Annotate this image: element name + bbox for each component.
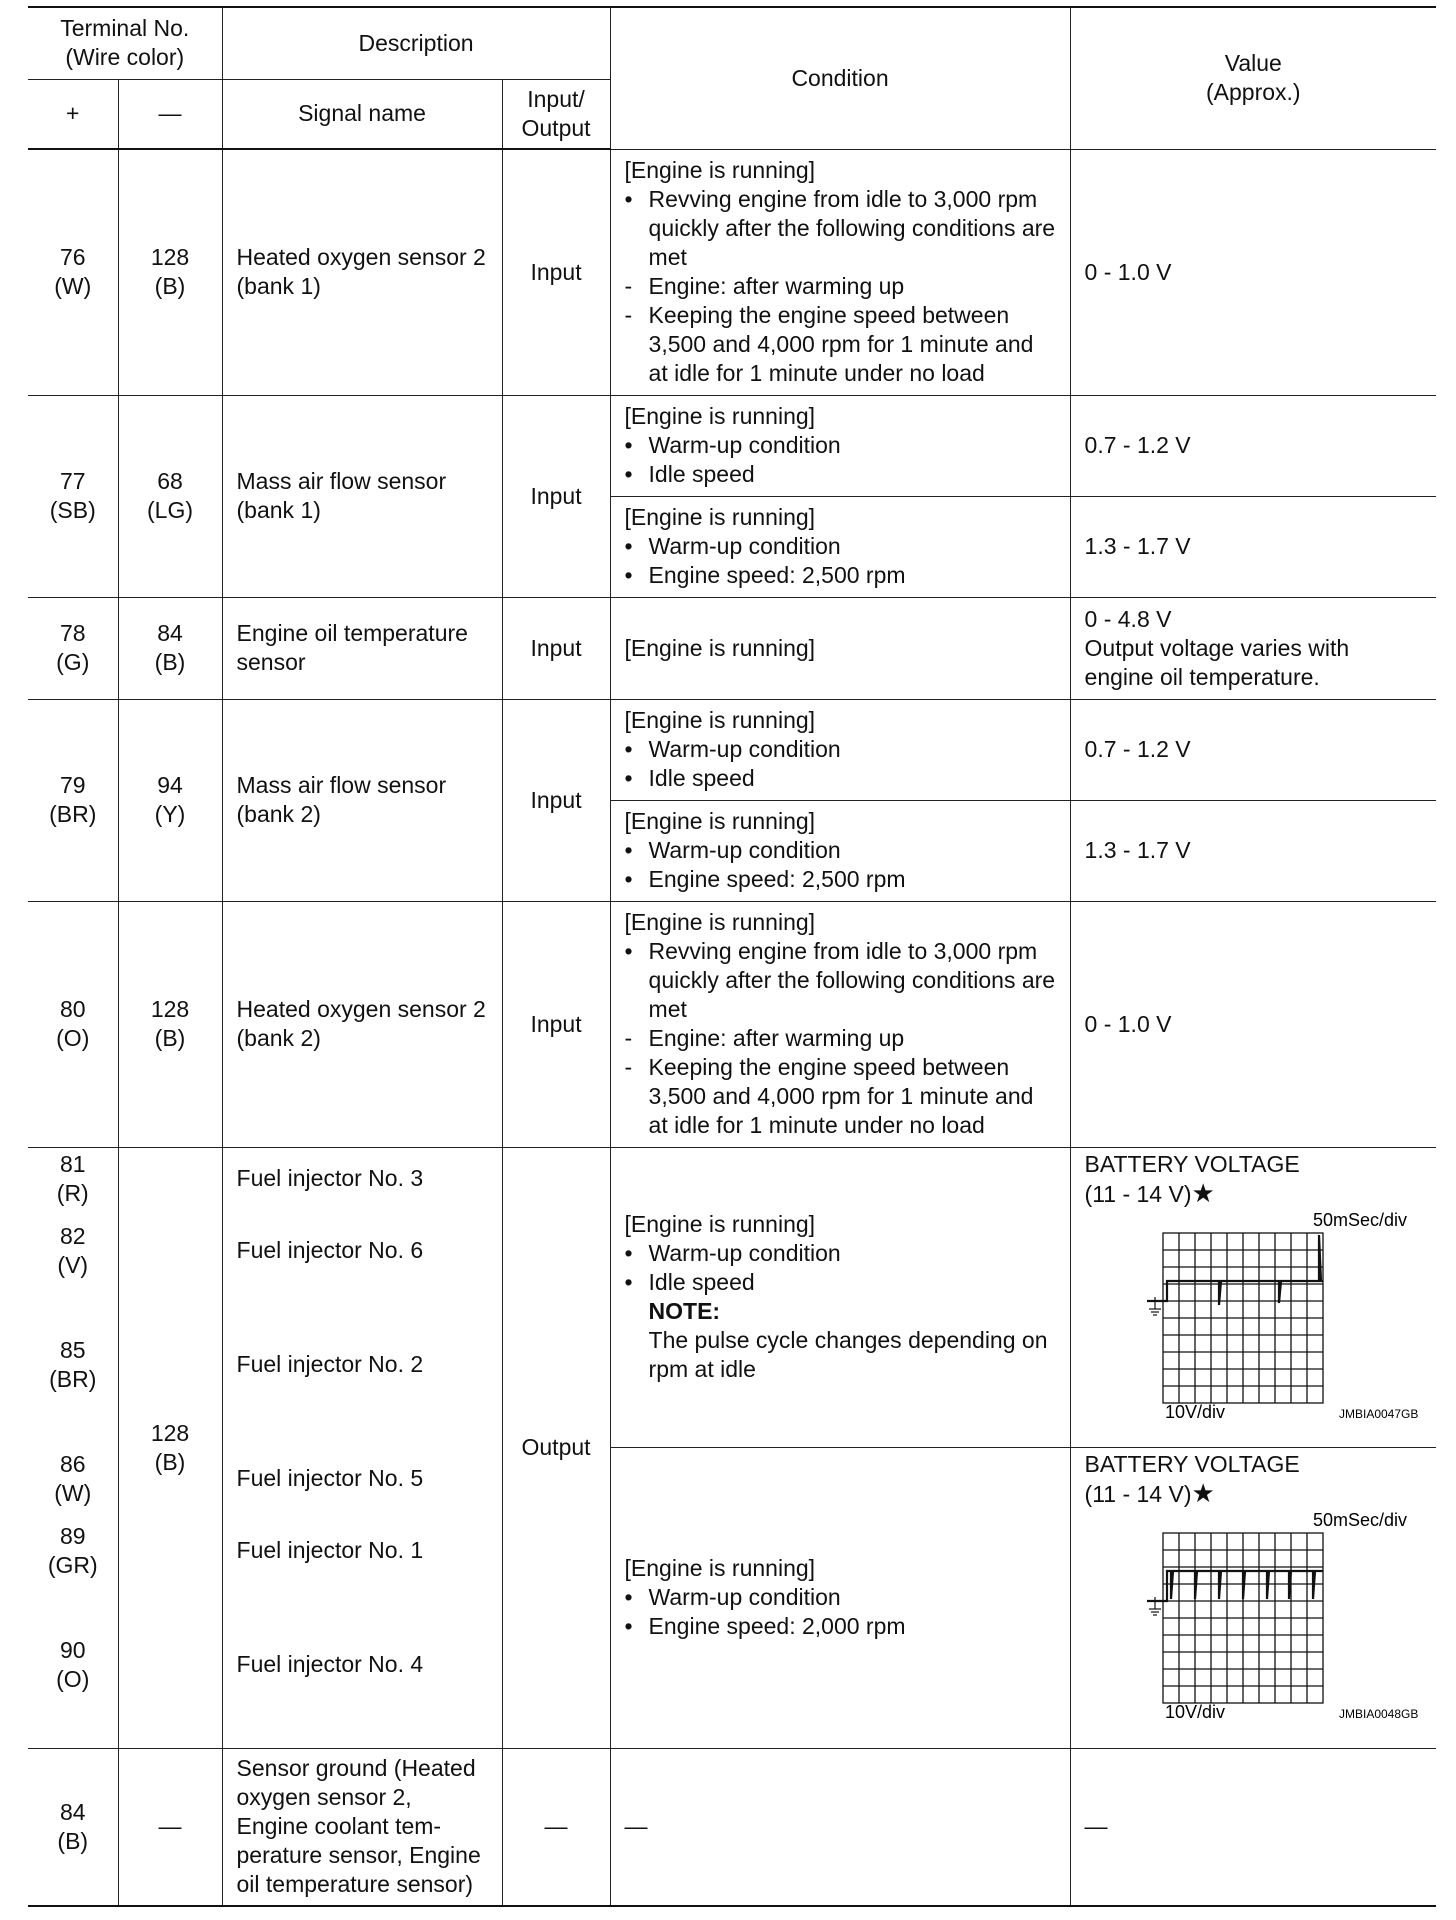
table-row-80 — [28, 901, 1436, 1147]
value-cell: 0 - 4.8 V Output voltage varies with engine oil temperature. — [1070, 597, 1436, 699]
table-row-injectors — [28, 1147, 1436, 1448]
figure-code: JMBIA0048GB — [1338, 1707, 1418, 1721]
io-type: Input — [502, 597, 610, 699]
signal-name: Mass air flow sensor (bank 2) — [222, 699, 502, 901]
terminal-plus: 76 (W) — [28, 149, 118, 395]
ground-icon — [1149, 1597, 1161, 1615]
condition-cell: [Engine is running] • Warm-up condition • Engine speed: 2,500 rpm — [610, 496, 1070, 597]
terminal-plus: 77 (SB) — [28, 395, 118, 597]
table-row-77 — [28, 395, 1436, 496]
oscilloscope-waveform-2000rpm — [1139, 1511, 1439, 1721]
value-cell: 0.7 - 1.2 V — [1070, 395, 1436, 496]
terminal-89: 89 (GR) — [47, 1522, 98, 1578]
signal-injector-5: Fuel injector No. 5 — [236, 1464, 424, 1491]
condition-cell: [Engine is running] • Warm-up condition • Engine speed: 2,000 rpm — [610, 1448, 1070, 1749]
io-type: Input — [502, 901, 610, 1147]
star-icon: ★ — [1191, 1177, 1215, 1208]
io-type: Input — [502, 395, 610, 597]
table-row-79 — [28, 699, 1436, 800]
injector-pulse-trace — [1147, 1571, 1323, 1601]
signal-injector-2: Fuel injector No. 2 — [236, 1350, 424, 1377]
terminal-minus: 128 (B) — [118, 1147, 222, 1748]
value-cell-waveform-idle: BATTERY VOLTAGE (11 - 14 V)★ 50mSec/div 10V/div JMBIA0047GB — [1070, 1147, 1436, 1448]
header-value: Value (Approx.) — [1070, 7, 1436, 149]
terminal-plus: 78 (G) — [28, 597, 118, 699]
table-row-76 — [28, 149, 1436, 395]
note-label: NOTE: — [648, 1298, 721, 1325]
terminal-82: 82 (V) — [57, 1222, 89, 1278]
scope-grid — [1163, 1233, 1323, 1403]
terminal-90: 90 (O) — [56, 1636, 90, 1692]
terminal-plus: 84 (B) — [28, 1748, 118, 1906]
scope-grid — [1163, 1533, 1323, 1703]
ecm-terminal-table — [28, 6, 1436, 1907]
terminal-plus: 80 (O) — [28, 901, 118, 1147]
condition-cell: [Engine is running] • Warm-up condition • Idle speed — [610, 395, 1070, 496]
terminal-minus: 84 (B) — [118, 597, 222, 699]
table-row-84 — [28, 1748, 1436, 1906]
header-condition: Condition — [610, 7, 1070, 149]
signal-injector-3: Fuel injector No. 3 — [236, 1164, 424, 1191]
scope-volt-div: 10V/div — [1164, 1702, 1225, 1721]
signal-name: Engine oil temperature sensor — [222, 597, 502, 699]
value-cell: 1.3 - 1.7 V — [1070, 496, 1436, 597]
terminal-minus: — — [118, 1748, 222, 1906]
scope-time-div: 50mSec/div — [1312, 1210, 1407, 1230]
signal-name: Mass air flow sensor (bank 1) — [222, 395, 502, 597]
terminal-minus: 94 (Y) — [118, 699, 222, 901]
condition-cell: [Engine is running] • Revving engine from idle to 3,000 rpm quickly after the following conditions are met - Engine: after warming up - Keeping the engine speed between 3,500 and 4,000 rpm for 1 minute and at idle for 1 minute under no load — [610, 149, 1070, 395]
io-type: — — [502, 1748, 610, 1906]
header-plus: + — [28, 79, 118, 149]
value-cell-waveform-2000: BATTERY VOLTAGE (11 - 14 V)★ 50mSec/div 10V/div JMBIA0048GB — [1070, 1448, 1436, 1749]
value-cell: 0 - 1.0 V — [1070, 149, 1436, 395]
header-terminal-no: Terminal No. (Wire color) — [28, 7, 222, 79]
header-signal-name: Signal name — [222, 79, 502, 149]
terminal-table-sheet — [28, 6, 1436, 1907]
injector-pulse-trace — [1147, 1235, 1323, 1305]
note-text: The pulse cycle changes depending on rpm at idle — [648, 1327, 1048, 1383]
header-minus: — — [118, 79, 222, 149]
figure-code: JMBIA0047GB — [1338, 1406, 1418, 1421]
terminal-85: 85 (BR) — [49, 1336, 97, 1392]
signal-injector-6: Fuel injector No. 6 — [236, 1236, 424, 1263]
signal-name: Heated oxygen sensor 2 (bank 2) — [222, 901, 502, 1147]
condition-cell: [Engine is running] — [610, 597, 1070, 699]
terminal-plus: 79 (BR) — [28, 699, 118, 901]
io-type: Output — [502, 1147, 610, 1748]
terminal-minus: 128 (B) — [118, 149, 222, 395]
signal-injector-1: Fuel injector No. 1 — [236, 1536, 424, 1563]
terminal-minus: 128 (B) — [118, 901, 222, 1147]
star-icon: ★ — [1191, 1478, 1215, 1508]
signal-name-injectors — [222, 1147, 502, 1748]
io-type: Input — [502, 699, 610, 901]
condition-cell: [Engine is running] • Revving engine from idle to 3,000 rpm quickly after the following conditions are met - Engine: after warming up - Keeping the engine speed between 3,500 and 4,000 rpm for 1 minute and at idle for 1 minute under no load — [610, 901, 1070, 1147]
ground-icon — [1149, 1297, 1161, 1315]
scope-time-div: 50mSec/div — [1312, 1511, 1407, 1530]
signal-name: Heated oxygen sensor 2 (bank 1) — [222, 149, 502, 395]
signal-name: Sensor ground (Heated oxygen sensor 2, Engine coolant tem-perature sensor, Engine oil temperature sensor) — [222, 1748, 502, 1906]
terminal-81: 81 (R) — [56, 1150, 89, 1206]
table-row-78 — [28, 597, 1436, 699]
header-description: Description — [222, 7, 610, 79]
value-cell: 0 - 1.0 V — [1070, 901, 1436, 1147]
terminal-86: 86 (W) — [54, 1450, 92, 1506]
value-cell: — — [1070, 1748, 1436, 1906]
terminal-minus: 68 (LG) — [118, 395, 222, 597]
signal-injector-4: Fuel injector No. 4 — [236, 1650, 424, 1677]
header-input-output: Input/ Output — [502, 79, 610, 149]
condition-cell: [Engine is running] • Warm-up condition • Idle speed NOTE: The pulse cycle changes depending on rpm at idle — [610, 1147, 1070, 1448]
terminal-plus-injectors — [28, 1147, 118, 1748]
condition-cell: — — [610, 1748, 1070, 1906]
oscilloscope-waveform-idle — [1139, 1211, 1439, 1421]
value-cell: 0.7 - 1.2 V — [1070, 699, 1436, 800]
value-cell: 1.3 - 1.7 V — [1070, 800, 1436, 901]
scope-volt-div: 10V/div — [1164, 1401, 1225, 1421]
condition-cell: [Engine is running] • Warm-up condition • Idle speed — [610, 699, 1070, 800]
io-type: Input — [502, 149, 610, 395]
condition-cell: [Engine is running] • Warm-up condition • Engine speed: 2,500 rpm — [610, 800, 1070, 901]
